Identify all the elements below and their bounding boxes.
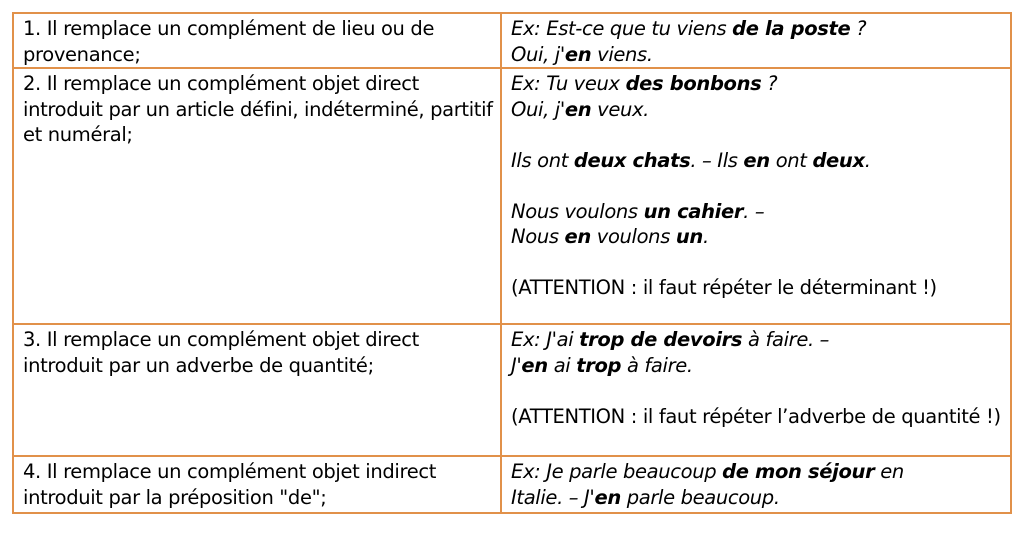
example-cell [501, 13, 1011, 68]
example-text: ont [769, 148, 813, 172]
table-row [13, 13, 1011, 68]
example-text: Ex: J'ai [511, 328, 580, 351]
example-text: Oui, j' [511, 42, 565, 66]
example-line [511, 42, 1004, 68]
emphasis-text: en [564, 225, 591, 248]
example-text: à faire. – [742, 328, 830, 351]
example-text: Ex: Je parle beaucoup [511, 460, 723, 483]
emphasis-text: trop [576, 353, 622, 377]
rule-cell [13, 456, 501, 513]
rule-text: 2. Il remplace un complément objet direct introduit par un article défini, indéterminé, partitif et numéral; [23, 72, 493, 146]
example-line [511, 199, 1004, 225]
example-text: ai [547, 353, 577, 377]
example-text: . [864, 148, 871, 172]
example-text: Ex: Tu veux [511, 72, 626, 95]
example-text: à faire. [621, 353, 693, 377]
emphasis-text: en [521, 353, 548, 377]
example-line [511, 148, 1004, 174]
emphasis-text: deux [812, 148, 865, 172]
table-row [13, 456, 1011, 513]
example-text: Ex: Est-ce que tu viens [511, 17, 733, 40]
example-line [511, 224, 1004, 250]
example-text: ? [761, 72, 778, 95]
emphasis-text: en [564, 97, 592, 121]
attention-note: (ATTENTION : il faut répéter le déterminant !) [511, 276, 937, 299]
example-text: . – [743, 199, 765, 223]
example-text: parle beaucoup. [620, 485, 780, 509]
emphasis-text: un cahier [643, 199, 744, 223]
example-text: J' [511, 353, 522, 377]
example-text: Nous voulons [511, 199, 644, 223]
example-text: ? [850, 17, 867, 40]
blank-line [511, 378, 1004, 404]
emphasis-text: un [675, 225, 703, 248]
example-cell [501, 456, 1011, 513]
example-line [511, 71, 1004, 97]
example-cell [501, 324, 1011, 456]
example-line [511, 16, 1004, 42]
example-text: viens. [591, 42, 653, 66]
example-line [511, 97, 1004, 123]
emphasis-text: des bonbons [625, 72, 762, 95]
example-text: . – Ils [690, 148, 744, 172]
emphasis-text: trop de devoirs [579, 328, 743, 351]
emphasis-text: deux chats [573, 148, 691, 172]
rule-text: 3. Il remplace un complément objet direct introduit par un adverbe de quantité; [23, 328, 419, 377]
rule-text: 4. Il remplace un complément objet indirect introduit par la préposition "de"; [23, 460, 437, 509]
example-text: Italie. – J' [511, 485, 595, 509]
grammar-rules-table [12, 12, 1012, 514]
emphasis-text: de la poste [732, 17, 851, 40]
table-row [13, 68, 1011, 324]
example-cell [501, 68, 1011, 324]
example-text: Nous [511, 225, 565, 248]
example-text: Ils ont [511, 148, 574, 172]
example-text: Oui, j' [511, 97, 565, 121]
emphasis-text: en [594, 485, 621, 509]
example-line [511, 327, 1004, 353]
blank-line [511, 122, 1004, 148]
table-row [13, 324, 1011, 456]
example-text: en [874, 460, 904, 483]
rule-text: 1. Il remplace un complément de lieu ou de provenance; [23, 17, 435, 66]
example-text: veux. [591, 97, 650, 121]
emphasis-text: en [743, 148, 770, 172]
rule-cell [13, 324, 501, 456]
example-line [511, 353, 1004, 379]
emphasis-text: de mon séjour [722, 460, 875, 483]
blank-line [511, 173, 1004, 199]
attention-note: (ATTENTION : il faut répéter l’adverbe de quantité !) [511, 404, 1001, 428]
emphasis-text: en [564, 42, 592, 66]
blank-line [511, 250, 1004, 276]
rule-cell [13, 13, 501, 68]
example-line [511, 459, 1004, 485]
example-text: . [702, 225, 709, 248]
example-line [511, 485, 1004, 511]
example-text: voulons [590, 225, 676, 248]
rule-cell [13, 68, 501, 324]
